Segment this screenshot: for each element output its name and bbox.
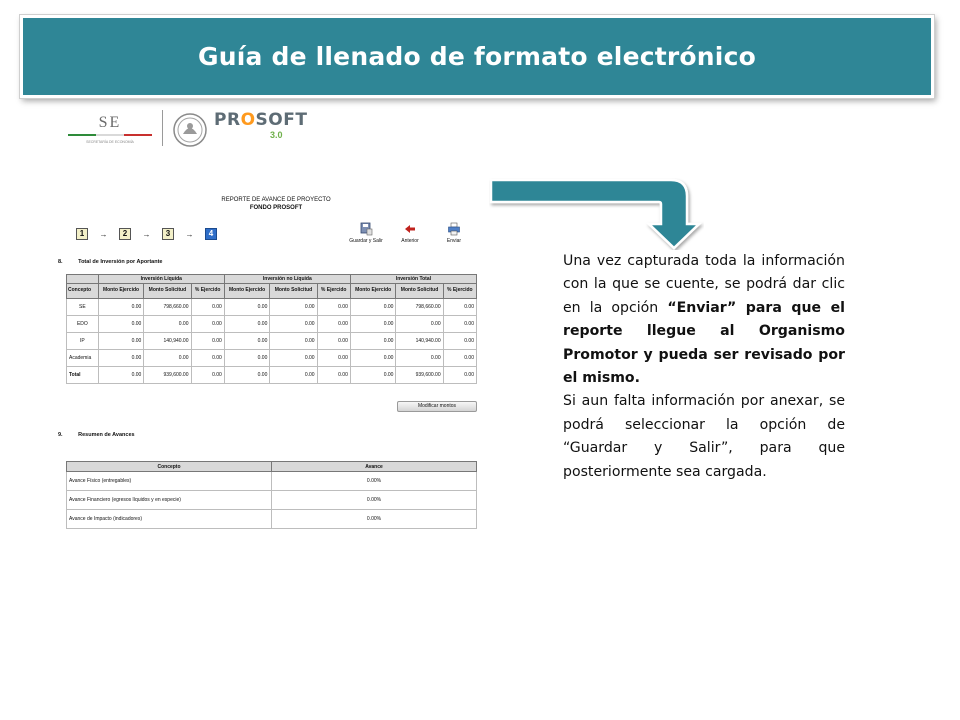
table-group-header: Inversión no Líquida [224,275,350,284]
se-logo-subtitle: SECRETARÍA DE ECONOMÍA [86,140,134,144]
table-cell: 0.00 [270,316,317,333]
table-cell: 0.00 [350,299,396,316]
step-arrow-icon: → [185,229,194,239]
form-actions [344,222,478,246]
table-cell-concept: Avance Físico (entregables) [67,472,272,491]
table-cell: 0.00 [350,367,396,384]
table-cell-concept: SE [67,299,99,316]
logo-divider [162,110,163,146]
table-cell: 0.00 [396,350,443,367]
send-button[interactable] [432,222,476,244]
table-cell: 0.00 [224,367,270,384]
step-3-button[interactable]: 3 [162,228,174,240]
form-title-line2: FONDO PROSOFT [249,205,303,211]
table-column-header: Monto Ejercido [224,284,270,299]
table-cell: 0.00 [98,333,144,350]
section-8-title: Total de Inversión por Aportante [78,259,163,265]
step-1-button[interactable]: 1 [76,228,88,240]
step-arrow-icon: → [142,229,151,239]
table-cell: 0.00 [191,367,224,384]
table-cell: 140,940.00 [396,333,443,350]
step-arrow-icon: → [99,229,108,239]
table-cell: 0.00 [443,350,476,367]
table-cell: 0.00 [317,299,350,316]
table-cell: 140,940.00 [144,333,191,350]
table-column-header: % Ejercido [317,284,350,299]
table-row [67,510,477,529]
table-cell-concept: Avance Financiero (egresos líquidos y en especie) [67,491,272,510]
table-cell: 0.00 [317,367,350,384]
form-screenshot [56,188,478,530]
table-header-blank [67,275,99,284]
slide-title: Guía de llenado de formato electrónico [198,42,756,71]
table-cell: 939,600.00 [144,367,191,384]
table-cell: 0.00 [270,299,317,316]
instructions-p1-bold: “Enviar” para que el reporte llegue al Organismo Promotor y pueda ser revisado por el mismo. [563,299,846,387]
table-cell: 0.00 [98,316,144,333]
step-navigation [76,228,217,240]
investment-table [66,274,477,384]
investment-table-header-row [67,284,477,299]
table-cell: 798,660.00 [144,299,191,316]
title-banner [20,15,934,98]
section-8-heading [58,259,162,265]
table-cell: 0.00 [144,316,191,333]
table-column-header: Monto Solicitud [396,284,443,299]
progress-summary-table [66,461,477,529]
table-cell: 0.00 [443,316,476,333]
table-cell: 0.00 [224,333,270,350]
table-cell: 0.00 [350,350,396,367]
table-cell: 0.00 [317,333,350,350]
send-label: Enviar [446,238,462,244]
table-row [67,472,477,491]
prosoft-logo-o: O [240,110,256,130]
bent-arrow-icon [489,178,704,250]
table-cell-concept: EDO [67,316,99,333]
table-column-header: Avance [272,462,477,472]
prosoft-version: 3.0 [270,130,283,140]
section-9-heading [58,432,135,438]
table-cell-concept: IP [67,333,99,350]
step-4-button[interactable]: 4 [205,228,217,240]
save-exit-label: Guardar y Salir [349,238,383,244]
table-cell: 798,660.00 [396,299,443,316]
table-cell: 0.00 [224,350,270,367]
previous-label: Anterior [401,238,419,244]
prosoft-logo [214,110,307,130]
table-column-header: % Ejercido [191,284,224,299]
table-cell-concept: Total [67,367,99,384]
se-logo-stripes-icon [68,134,152,138]
table-cell: 0.00 [443,367,476,384]
table-row [67,316,477,333]
table-cell: 0.00 [270,367,317,384]
table-cell: 0.00% [272,491,477,510]
table-row [67,350,477,367]
save-exit-icon [359,222,373,236]
investment-table-group-row [67,275,477,284]
instructions-text [563,250,845,484]
prosoft-logo-soft: SOFT [255,110,308,130]
table-cell: 0.00 [224,316,270,333]
section-9-title: Resumen de Avances [78,432,135,438]
instructions-p1-text: Una vez capturada toda la información con la que se cuente, se podrá dar clic en la opción [563,253,845,316]
table-cell-concept: Academia [67,350,99,367]
table-cell: 0.00 [443,299,476,316]
table-cell: 0.00 [191,350,224,367]
table-cell: 0.00 [191,333,224,350]
table-column-header: Concepto [67,462,272,472]
table-cell: 0.00 [350,333,396,350]
table-cell: 0.00 [317,316,350,333]
table-column-header: Concepto [67,284,99,299]
table-cell-concept: Avance de Impacto (indicadores) [67,510,272,529]
modify-amounts-button[interactable]: Modificar montos [397,401,477,412]
section-9-number: 9. [58,432,63,438]
table-group-header: Inversión Líquida [98,275,224,284]
table-cell: 0.00% [272,510,477,529]
table-cell: 0.00 [144,350,191,367]
table-column-header: Monto Ejercido [350,284,396,299]
save-exit-button[interactable] [344,222,388,244]
table-cell: 0.00 [191,299,224,316]
table-cell: 0.00 [98,367,144,384]
instructions-paragraph-1 [563,250,845,390]
table-cell: 0.00 [98,350,144,367]
prosoft-logo-pr: PR [214,110,241,130]
table-cell: 0.00 [191,316,224,333]
table-cell: 0.00 [224,299,270,316]
table-column-header: Monto Ejercido [98,284,144,299]
table-column-header: % Ejercido [443,284,476,299]
se-logo [66,114,154,148]
table-cell: 939,600.00 [396,367,443,384]
se-logo-text: SE [98,114,122,131]
table-cell: 0.00 [270,350,317,367]
previous-button[interactable] [388,222,432,244]
step-2-button[interactable]: 2 [119,228,131,240]
table-cell: 0.00 [270,333,317,350]
table-column-header: Monto Solicitud [144,284,191,299]
table-row [67,491,477,510]
back-arrow-icon [403,222,417,236]
table-cell: 0.00 [350,316,396,333]
table-row [67,299,477,316]
table-cell: 0.00 [98,299,144,316]
table-cell: 0.00 [443,333,476,350]
table-total-row [67,367,477,384]
section-8-number: 8. [58,259,63,265]
mexico-seal-icon [172,112,208,148]
table-group-header: Inversión Total [350,275,476,284]
printer-send-icon [447,222,461,236]
instructions-paragraph-2: Si aun falta información por anexar, se podrá seleccionar la opción de “Guardar y Salir”, para que posteriormente sea cargada. [563,393,845,480]
table-cell: 0.00% [272,472,477,491]
table-row [67,333,477,350]
table-column-header: Monto Solicitud [270,284,317,299]
form-title-line1: REPORTE DE AVANCE DE PROYECTO [221,197,331,203]
table-cell: 0.00 [317,350,350,367]
table-cell: 0.00 [396,316,443,333]
logos-strip [62,108,308,150]
form-title [156,196,396,212]
progress-table-header-row [67,462,477,472]
